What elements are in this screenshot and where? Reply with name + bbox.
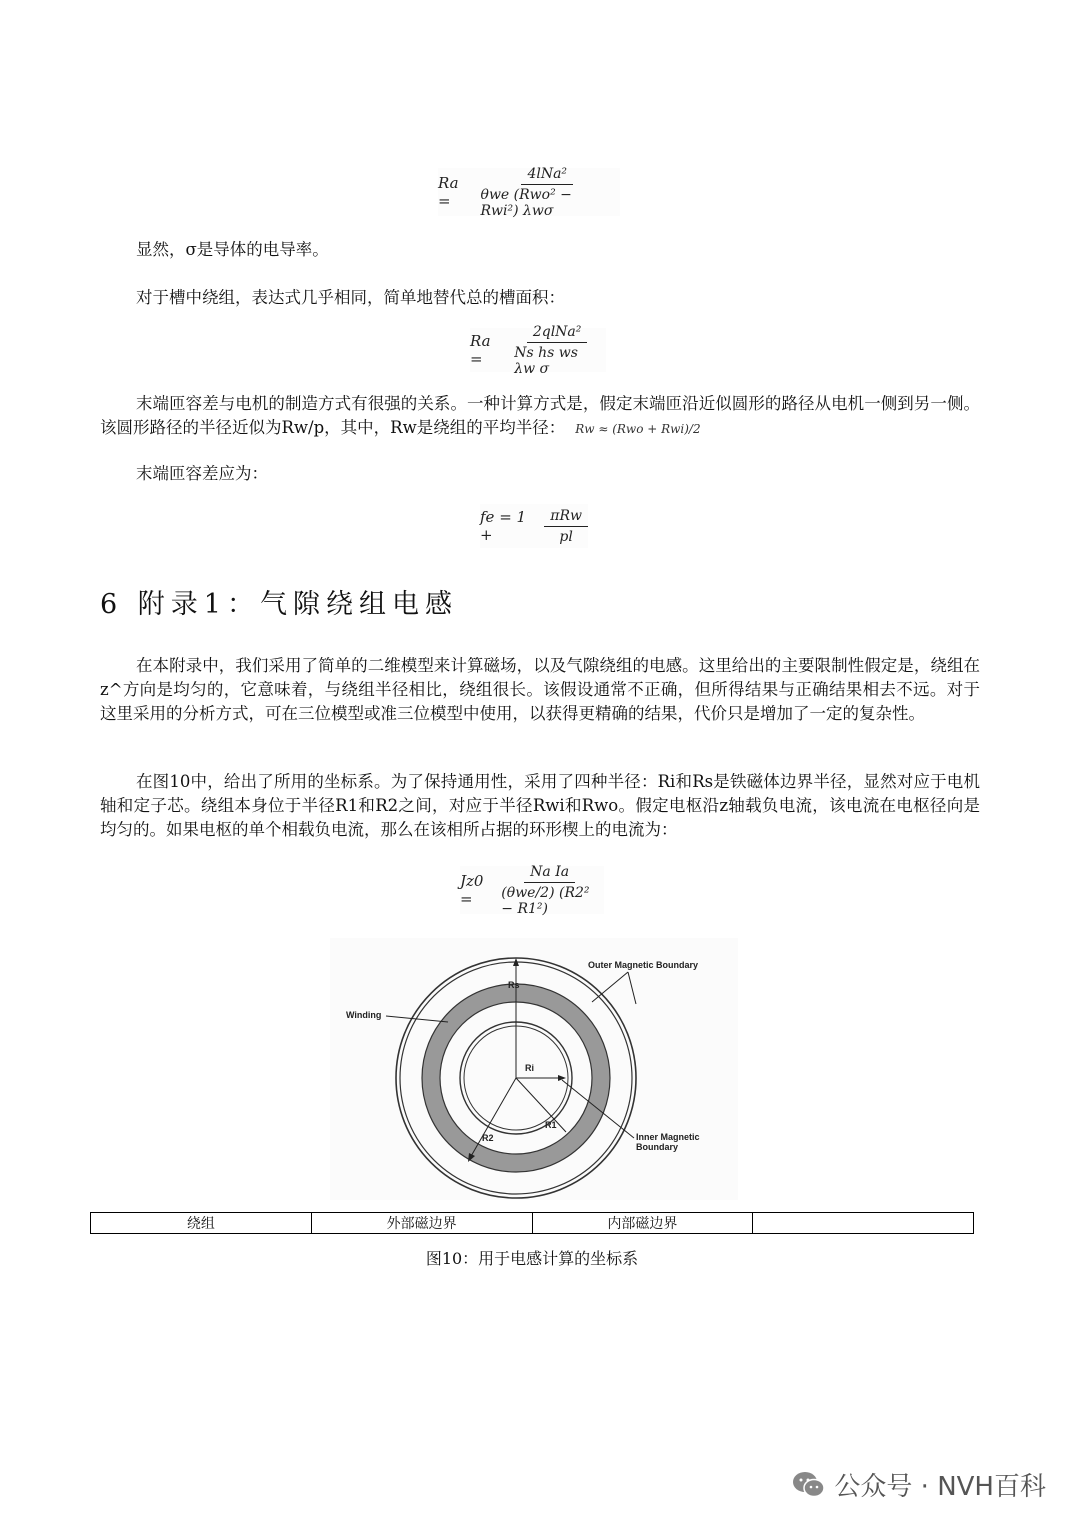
label-r1: R1	[545, 1120, 557, 1130]
formula-fraction	[475, 166, 620, 219]
formula-fraction	[508, 324, 606, 377]
paragraph-figure-10: 在图10中，给出了所用的坐标系。为了保持通用性，采用了四种半径：Ri和Rs是铁磁体边界半径，显然对应于电机轴和定子芯。绕组本身位于半径R1和R2之间，对应于半径Rwi和Rwo。假定电枢沿z轴载负电流，该电流在电枢径向是均匀的。如果电枢的单个相载负电流，那么在该相所占据的环形楔上的电流为：	[100, 772, 980, 839]
formula-denominator: Ns hs ws λw σ	[514, 344, 578, 377]
formula-ra-2	[470, 323, 606, 377]
formula-rw-inline: Rw ≈ (Rwo + Rwi)/2	[575, 422, 701, 436]
formula-fraction	[544, 508, 588, 545]
watermark-text: 公众号 · NVH百科	[834, 1472, 1046, 1502]
legend-cell-empty	[753, 1213, 974, 1234]
formula-denominator: (θwe/2) (R2² − R1²)	[501, 884, 590, 917]
paragraph-sigma: 显然，σ是导体的电导率。	[136, 240, 329, 259]
formula-numerator: 2qlNa²	[527, 324, 588, 343]
wechat-icon	[792, 1471, 826, 1499]
paragraph-end-turn-text: 末端匝容差与电机的制造方式有很强的关系。一种计算方式是，假定末端匝沿近似圆形的路径从电机一侧到另一侧。该圆形路径的半径近似为Rw/p，其中，Rw是绕组的平均半径：	[100, 394, 980, 437]
section-heading: 6 附录1：气隙绕组电感	[100, 589, 458, 620]
paragraph-appendix: 在本附录中，我们采用了简单的二维模型来计算磁场，以及气隙绕组的电感。这里给出的主要限制性假定是，绕组在z^方向是均匀的，它意味着，与绕组半径相比，绕组很长。该假设通常不正确，但所得结果与正确结果相去不远。对于这里采用的分析方式，可在三位模型或准三位模型中使用，以获得更精确的结果，代价只是增加了一定的复杂性。	[100, 656, 980, 723]
watermark	[792, 1466, 1046, 1503]
legend-row	[91, 1213, 974, 1234]
formula-denominator: pl	[559, 528, 573, 545]
legend-cell-winding: 绕组	[91, 1213, 312, 1234]
formula-ra-1	[438, 165, 620, 219]
formula-numerator: πRw	[544, 508, 588, 527]
formula-lhs: Ra =	[438, 174, 459, 210]
label-outer-boundary: Outer Magnetic Boundary	[588, 960, 699, 970]
legend-cell-inner: 内部磁边界	[532, 1213, 753, 1234]
label-inner-boundary-1: Inner Magnetic	[636, 1132, 700, 1142]
legend-cell-outer: 外部磁边界	[311, 1213, 532, 1234]
paragraph-end-turn	[100, 392, 980, 441]
paragraph-end-turn-2: 末端匝容差应为：	[136, 464, 268, 483]
formula-jz0	[460, 863, 604, 917]
figure-legend-table	[90, 1212, 974, 1234]
label-winding: Winding	[346, 1010, 382, 1020]
formula-numerator: Na Ia	[524, 864, 575, 883]
formula-lhs: fe = 1 +	[480, 508, 527, 544]
paragraph-slot: 对于槽中绕组，表达式几乎相同，简单地替代总的槽面积：	[136, 288, 565, 307]
label-ri: Ri	[525, 1063, 534, 1073]
label-inner-boundary-2: Boundary	[636, 1142, 679, 1152]
figure-caption: 图10：用于电感计算的坐标系	[425, 1249, 639, 1268]
formula-lhs: Ra =	[470, 332, 491, 368]
formula-denominator: θwe (Rwo² − Rwi²) λwσ	[480, 186, 572, 219]
coordinate-diagram	[330, 938, 738, 1200]
formula-fe	[480, 504, 588, 548]
label-rs: Rs	[508, 980, 520, 990]
label-r2: R2	[482, 1133, 494, 1143]
formula-numerator: 4lNa²	[521, 166, 573, 185]
formula-fraction	[495, 864, 604, 917]
formula-lhs: Jz0 =	[460, 872, 484, 908]
